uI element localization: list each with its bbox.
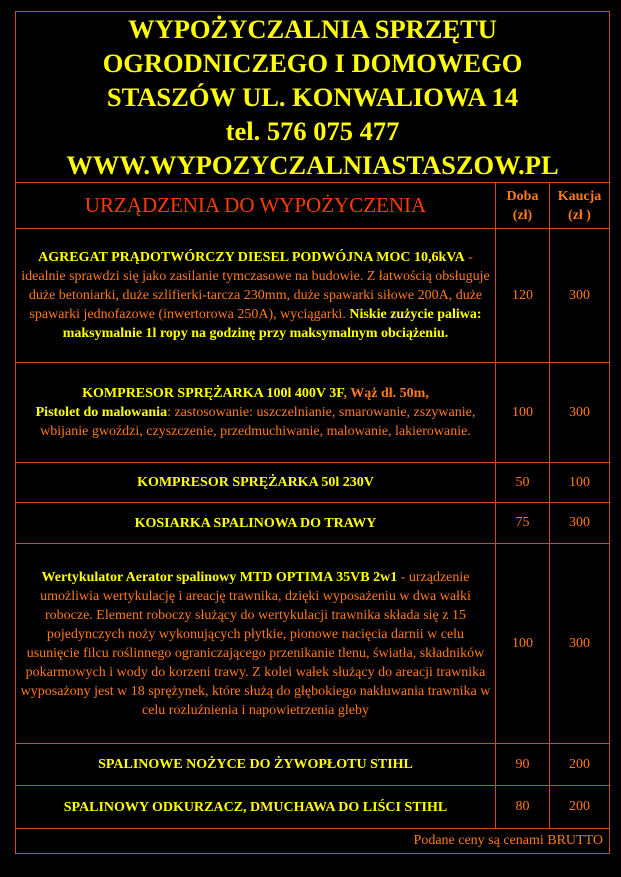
item-doba: 100	[496, 363, 550, 463]
item-description: AGREGAT PRĄDOTWÓRCZY DIESEL PODWÓJNA MOC 10,6kVA - idealnie sprawdzi się jako zasilanie tymczasowe na budowie. Z łatwością obsługuje duże betoniarki, duże szlifierki-tarcza 230mm, duże spawarki siłowe 200A, duże spawarki jednofazowe (inwertorowa 250A), wyciągarki. Niskie zużycie paliwa: maksymalnie 1l ropy na godzinę przy maksymalnym obciążeniu.	[16, 229, 496, 363]
header-phone: tel. 576 075 477	[225, 116, 400, 146]
table-row	[16, 363, 610, 463]
table-title: URZĄDZENIA DO WYPOŻYCZENIA	[16, 183, 496, 229]
item-doba: 80	[496, 786, 550, 829]
item-description: KOMPRESOR SPRĘŻARKA 50l 230V	[16, 463, 496, 503]
header-website: WWW.WYPOZYCZALNIASTASZOW.PL	[66, 150, 559, 180]
col-doba: Doba (zł)	[496, 183, 550, 229]
col-kaucja: Kaucja (zł )	[550, 183, 610, 229]
item-kaucja: 100	[550, 463, 610, 503]
item-kaucja: 300	[550, 544, 610, 744]
item-doba: 75	[496, 503, 550, 544]
table-row	[16, 229, 610, 363]
price-note: Podane ceny są cenami BRUTTO	[16, 829, 610, 854]
table-row	[16, 786, 610, 829]
table-row	[16, 503, 610, 544]
item-kaucja: 200	[550, 744, 610, 786]
item-kaucja: 300	[550, 363, 610, 463]
rental-price-table	[15, 11, 610, 854]
item-kaucja: 300	[550, 229, 610, 363]
table-row	[16, 463, 610, 503]
company-header	[16, 12, 610, 183]
header-address: STASZÓW UL. KONWALIOWA 14	[106, 82, 519, 112]
item-doba: 100	[496, 544, 550, 744]
item-description: Wertykulator Aerator spalinowy MTD OPTIMA 35VB 2w1 - urządzenie umożliwia wertykulację i areację trawnika, dzięki wyposażeniu w dwa wałki robocze. Element roboczy służący do wertykulacji trawnika składa się z 15 pojedynczych noży wykonujących płytkie, pionowe nacięcia darnii w celu usunięcie filcu roślinnego ograniczającego przenikanie tlenu, światła, składników pokarmowych i wody do korzeni trawy. Z kolei wałek służący do areacji trawnika wyposażony jest w 18 sprężynek, które służą do głębokiego nakłuwania trawnika w celu rozluźnienia i napowietrzenia gleby	[16, 544, 496, 744]
item-doba: 120	[496, 229, 550, 363]
item-doba: 50	[496, 463, 550, 503]
table-row	[16, 544, 610, 744]
item-description: KOSIARKA SPALINOWA DO TRAWY	[16, 503, 496, 544]
item-description: SPALINOWE NOŻYCE DO ŻYWOPŁOTU STIHL	[16, 744, 496, 786]
item-description: SPALINOWY ODKURZACZ, DMUCHAWA DO LIŚCI STIHL	[16, 786, 496, 829]
item-doba: 90	[496, 744, 550, 786]
header-line-2: OGRODNICZEGO I DOMOWEGO	[102, 48, 523, 78]
item-kaucja: 200	[550, 786, 610, 829]
item-kaucja: 300	[550, 503, 610, 544]
item-description: KOMPRESOR SPRĘŻARKA 100l 400V 3F, Wąż dł. 50m, Pistolet do malowania: zastosowanie: uszczelnianie, smarowanie, zszywanie, wbijanie gwoździ, czyszczenie, przedmuchiwanie, malowanie, lakierowanie.	[16, 363, 496, 463]
table-row	[16, 744, 610, 786]
header-line-1: WYPOŻYCZALNIA SPRZĘTU	[128, 14, 497, 44]
